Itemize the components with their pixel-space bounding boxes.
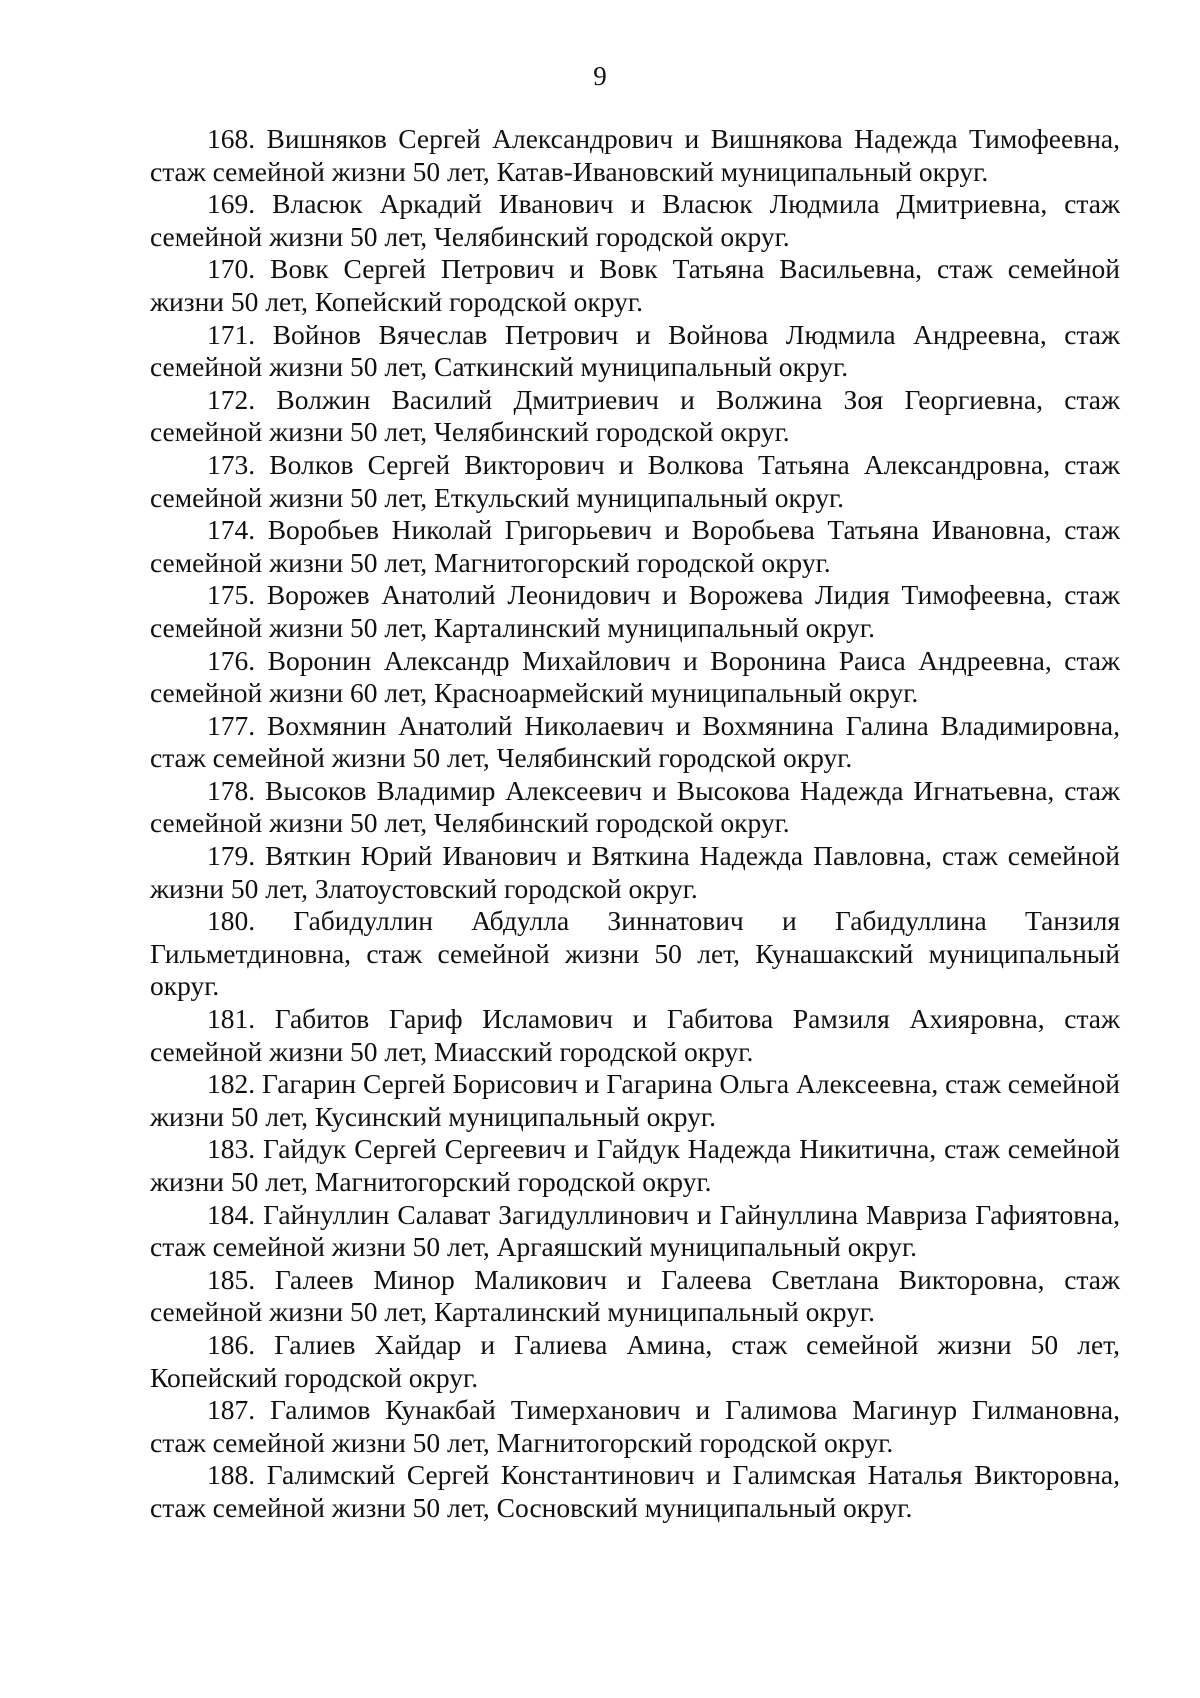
entry-text: Галимский Сергей Константинович и Галимская Наталья Викторовна, стаж семейной жизни 50 лет, Сосновский муниципальный округ.	[150, 1459, 1121, 1523]
entry-number: 174.	[207, 514, 256, 546]
entry-number: 170.	[207, 253, 256, 285]
entry-text: Воробьев Николай Григорьевич и Воробьева Татьяна Ивановна, стаж семейной жизни 50 лет, Магнитогорский городской округ.	[150, 514, 1121, 578]
entry-number: 172.	[207, 383, 256, 415]
entry-number: 177.	[207, 709, 256, 741]
entry-text: Галимов Кунакбай Тимерханович и Галимова Магинур Гилмановна, стаж семейной жизни 50 лет, Магнитогорский городской округ.	[150, 1394, 1121, 1458]
list-item	[150, 449, 1120, 514]
entry-number: 188.	[207, 1459, 256, 1491]
list-item	[150, 1068, 1120, 1133]
list-item	[150, 1394, 1120, 1459]
entry-number: 185.	[207, 1263, 256, 1295]
list-item	[150, 188, 1120, 253]
list-item	[150, 1264, 1120, 1329]
entry-text: Вохмянин Анатолий Николаевич и Вохмянина Галина Владимировна, стаж семейной жизни 50 лет, Челябинский городской округ.	[150, 709, 1120, 774]
entry-text: Вовк Сергей Петрович и Вовк Татьяна Васильевна, стаж семейной жизни 50 лет, Копейский городской округ.	[150, 253, 1121, 317]
entry-text: Галиев Хайдар и Галиева Амина, стаж семейной жизни 50 лет, Копейский городской округ.	[150, 1328, 1120, 1393]
entry-number: 176.	[207, 644, 256, 676]
entry-number: 180.	[207, 905, 256, 937]
entry-text: Вишняков Сергей Александрович и Вишнякова Надежда Тимофеевна, стаж семейной жизни 50 лет, Катав-Ивановский муниципальный округ.	[150, 123, 1120, 187]
entry-number: 178.	[207, 774, 256, 806]
list-item	[150, 775, 1120, 840]
list-item	[150, 1133, 1120, 1198]
list-item	[150, 645, 1120, 710]
entry-number: 184.	[207, 1198, 256, 1230]
entry-text: Власюк Аркадий Иванович и Власюк Людмила Дмитриевна, стаж семейной жизни 50 лет, Челябинский городской округ.	[150, 188, 1120, 252]
list-item	[150, 123, 1120, 188]
entry-number: 187.	[207, 1394, 256, 1426]
entry-text: Волков Сергей Викторович и Волкова Татьяна Александровна, стаж семейной жизни 50 лет, Еткульский муниципальный округ.	[150, 448, 1120, 513]
entry-number: 182.	[207, 1068, 256, 1100]
list-item	[150, 253, 1120, 318]
list-item	[150, 710, 1120, 775]
list-item	[150, 1199, 1120, 1264]
list-item	[150, 1329, 1120, 1394]
entry-text: Воронин Александр Михайлович и Воронина Раиса Андреевна, стаж семейной жизни 60 лет, Красноармейский муниципальный округ.	[150, 644, 1120, 709]
list-item	[150, 1459, 1120, 1524]
list-item	[150, 319, 1120, 384]
entry-number: 175.	[207, 579, 256, 611]
list-item	[150, 840, 1120, 905]
list-item	[150, 579, 1120, 644]
list-item	[150, 514, 1120, 579]
entry-text: Габитов Гариф Исламович и Габитова Рамзиля Ахияровна, стаж семейной жизни 50 лет, Миасский городской округ.	[150, 1003, 1121, 1067]
entry-text: Гайдук Сергей Сергеевич и Гайдук Надежда Никитична, стаж семейной жизни 50 лет, Магнитогорский городской округ.	[150, 1133, 1120, 1197]
list-item	[150, 905, 1120, 1003]
entry-text: Волжин Василий Дмитриевич и Волжина Зоя Георгиевна, стаж семейной жизни 50 лет, Челябинский городской округ.	[150, 383, 1121, 448]
entry-number: 181.	[207, 1003, 256, 1035]
entry-text: Галеев Минор Маликович и Галеева Светлана Викторовна, стаж семейной жизни 50 лет, Карталинский муниципальный округ.	[150, 1263, 1120, 1328]
entry-text: Войнов Вячеслав Петрович и Войнова Людмила Андреевна, стаж семейной жизни 50 лет, Саткинский муниципальный округ.	[150, 318, 1121, 383]
entry-number: 173.	[207, 448, 256, 480]
entries-list	[150, 123, 1120, 1525]
entry-number: 168.	[207, 123, 256, 154]
entry-text: Высоков Владимир Алексеевич и Высокова Надежда Игнатьевна, стаж семейной жизни 50 лет, Челябинский городской округ.	[150, 774, 1120, 839]
entry-text: Гайнуллин Салават Загидуллинович и Гайнуллина Мавриза Гафиятовна, стаж семейной жизни 50 лет, Аргаяшский муниципальный округ.	[150, 1198, 1121, 1263]
entry-number: 171.	[207, 318, 256, 350]
entry-number: 169.	[207, 188, 256, 220]
list-item	[150, 1003, 1120, 1068]
entry-number: 183.	[207, 1133, 256, 1165]
entry-text: Гагарин Сергей Борисович и Гагарина Ольга Алексеевна, стаж семейной жизни 50 лет, Кусинский муниципальный округ.	[150, 1068, 1120, 1132]
entry-text: Вяткин Юрий Иванович и Вяткина Надежда Павловна, стаж семейной жизни 50 лет, Златоустовский городской округ.	[150, 840, 1121, 904]
list-item	[150, 384, 1120, 449]
entry-number: 186.	[207, 1328, 256, 1360]
entry-text: Габидуллин Абдулла Зиннатович и Габидуллина Танзиля Гильметдиновна, стаж семейной жизни 50 лет, Кунашакский муниципальный округ.	[150, 905, 1120, 1002]
entry-number: 179.	[207, 840, 256, 872]
page-number: 9	[593, 61, 607, 91]
entry-text: Ворожев Анатолий Леонидович и Ворожева Лидия Тимофеевна, стаж семейной жизни 50 лет, Карталинский муниципальный округ.	[150, 579, 1120, 643]
